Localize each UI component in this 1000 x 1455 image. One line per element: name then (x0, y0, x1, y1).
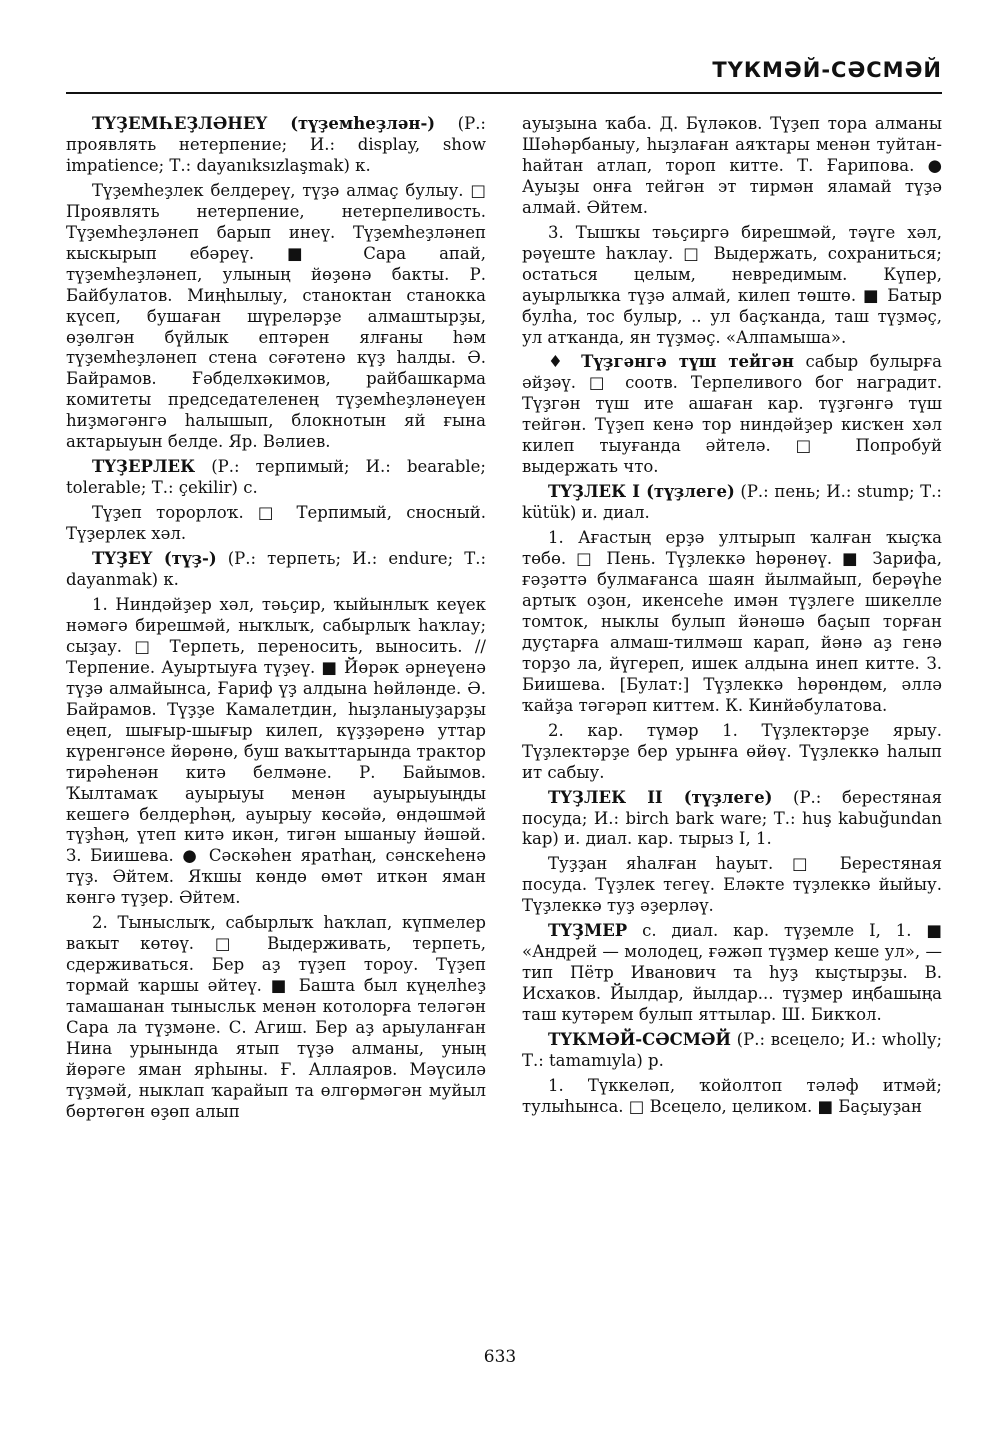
entry-text: (Р.: терпеть; И.: endure; Т.: dayanmak) к. (66, 549, 486, 590)
entry-paragraph (522, 114, 942, 219)
headword: ТҮҘЕҮ (түҙ-) (92, 549, 217, 569)
entry-paragraph (522, 721, 942, 784)
entry-paragraph (522, 223, 942, 349)
entry-paragraph (522, 788, 942, 851)
entry-text: сабыр булырға әйҙәү. □ соотв. Терпеливого бог наградит. Түҙгән түш ите ашаған кар. түҙгәнгә түш тейгән. Түҙеп кенә тор ниндәйҙер кисҡен хәл килеп тыуғанда әйтелә. □ Попробуй выдержать что. (522, 352, 942, 477)
left-column (66, 114, 486, 1127)
entry-text: с. диал. кар. түҙемле I, 1. ■ «Андрей — молодец, ғәжәп түҙмер кеше ул», — тип Пётр Иванович та һуҙ кыҫтырҙы. В. Исхаҡов. Йылдар, йылдар... түҙмер иңбашыңа таш кутәрем булып яттылар. Ш. Бикҡол. (522, 921, 942, 1025)
entry-paragraph (522, 482, 942, 524)
entry-paragraph (66, 457, 486, 499)
entry-paragraph (66, 913, 486, 1123)
entry-paragraph (66, 114, 486, 177)
entry-text: Түҙемһеҙлек белдереү, түҙә алмаҫ булыу. □ Проявлять нетерпение, нетерпеливость. Түҙемһеҙләнеп барып инеү. Түҙемһеҙләнеп кыскырып ебәреү. ■ Сара апай, түҙемһеҙләнеп, улының йөҙөнә бакты. Р. Байбулатов. Миңһылыу, станоктан станокка күсеп, бушаған шүреләрҙе алмаштырҙы, өҙөлгән бүйлык ептәрен ялғаны һәм түҙемһеҙләнеп стена сәғәтенә күҙ һалды. Ә. Байрамов. Ғәбделхәкимов, райбашкарма комитеты председателенең түҙемһеҙләнеүен һиҙмәгәнгә һалышып, блокнотын яй ғына актарыуын белде. Яр. Вәлиев. (66, 180, 486, 452)
entry-text: Түҙеп торорлоҡ. □ Терпимый, сносный. Түҙерлек хәл. (66, 503, 486, 544)
headword: ТҮҘЛЕК II (түҙлеге) (548, 787, 773, 807)
entry-paragraph (66, 181, 486, 453)
entry-paragraph (522, 854, 942, 917)
headword: ТҮҘЕРЛЕК (92, 457, 196, 477)
entry-text: (Р.: пень; И.: stump; Т.: kütük) и. диал. (522, 482, 942, 523)
headword: ТҮҘМЕР (548, 921, 628, 941)
headword: ТҮҘЕМҺЕҘЛӘНЕҮ (түҙемһеҙлән-) (92, 114, 436, 133)
entry-text: (Р.: терпимый; И.: bearable; tolerable; Т.: çekilir) с. (66, 457, 486, 498)
entry-text: Туҙҙан яһалған һауыт. □ Берестяная посуда. Түҙлек тегеү. Еләкте түҙлеккә йыйыу. Түҙлеккә туҙ әҙерләү. (522, 854, 942, 916)
entry-text: (Р.: берестяная посуда; И.: birch bark ware; Т.: huş kabuğundan kap) и. диал. кар. тырыз I, 1. (522, 787, 942, 849)
entry-text: 1. Ағастың ерҙә ултырып ҡалған ҡыҫҡа төбө. □ Пень. Түҙлеккә һөрөнөү. ■ Зарифа, ғәҙәттә булмағанса шаян йылмайып, берәүһе артыҡ оҙон, икенсеһе имән түҙлеге шикелле томток, ныклы булып йәнәшә баҫып торған дуҫтарға алмаш-тилмәш карап, йәнә аҙ генә торҙо ла, йүгереп, ишек алдына инеп китте. З. Биишева. [Булат:] Түҙлеккә һөрөндөм, әллә ҡайҙа тәгәрәп киттем. К. Кинйәбулатова. (522, 528, 942, 715)
entry-text: 3. Тышҡы тәьҫиргә бирешмәй, тәүге хәл, рәүеште һаҡлау. □ Выдержать, сохраниться; остаться целым, невредимым. Күпер, ауырлыҡка түҙә алмай, килеп төштө. ■ Батыр булһа, тос булыр, .. ул баҫҡанда, таш түҙмәҫ, ул атҡанда, ян түҙмәҫ. «Алпамыша». (522, 222, 942, 347)
header-rule (66, 92, 942, 94)
entry-text: 1. Түккеләп, ҡойолтоп тәләф итмәй; тулыһынса. □ Всецело, целиком. ■ Баҫыуҙан (522, 1075, 942, 1116)
running-head: ТҮКМӘЙ-СӘСМӘЙ (712, 58, 942, 82)
entry-paragraph (66, 549, 486, 591)
entry-text: 1. Ниндәйҙер хәл, тәьҫир, ҡыйынлыҡ кеүек нәмәгә бирешмәй, ныҡлыҡ, сабырлыҡ һаҡлау; сыҙау. □ Терпеть, переносить, выносить. // Терпение. Ауыртыуға түҙеү. ■ Йөрәк әрнеүенә түҙә алмайынса, Ғариф үҙ алдына һөйләнде. Ә. Байрамов. Түҙҙе Камалетдин, һыҙланыуҙарҙы еңеп, шығыр-шығыр килеп, күҙҙәренә уттар күренгәнсе йөрөнө, буш ваҡыттарында трактор тирәһенән китә белмәне. Р. Байымов. Ҡылтамаҡ ауырыуы менән ауырыуыңды кешегә белдерһәң, ауырыу көсәйә, өндәшмәй түҙһәң, үтеп китә икән, тигән ышаныу йәшәй. З. Биишева. ● Сәскәһен яратһаң, сәнскеһенә түҙ. Әйтем. Яҡшы көндө өмөт иткән яман көнгә түҙер. Әйтем. (66, 594, 486, 908)
entry-text: 2. кар. түмәр 1. Түҙлектәрҙе ярыу. Түҙлектәрҙе бер урынға өйөү. Түҙлеккә һалып ит сабыу. (522, 720, 942, 782)
headword: ТҮҘЛЕК I (түҙлеге) (548, 482, 735, 502)
headword: ♦ Түҙгәнгә түш тейгән (548, 352, 794, 372)
entry-text: ауыҙына ҡаба. Д. Бүләков. Түҙеп тора алманы Шәһәрбаныу, һыҙлаған аяҡтары менән туйтан-һайтан атлап, тороп китте. Т. Ғарипова. ● Ауыҙы онға тейгән эт тирмән яламай түҙә алмай. Әйтем. (522, 114, 942, 217)
entry-paragraph (522, 528, 942, 717)
entry-paragraph (522, 1030, 942, 1072)
entry-paragraph (522, 352, 942, 478)
entry-paragraph (522, 921, 942, 1026)
entry-text: (Р.: всецело; И.: wholly; Т.: tamamıyla) р. (522, 1030, 942, 1070)
entry-paragraph (66, 595, 486, 909)
entry-paragraph (66, 503, 486, 545)
headword: ТҮКМӘЙ-СӘСМӘЙ (548, 1030, 732, 1050)
entry-text: 2. Тыныслыҡ, сабырлыҡ һаҡлап, күпмелер ваҡыт көтөү. □ Выдерживать, терпеть, сдерживаться. Бер аҙ түҙеп тороу. Түҙеп тормай ҡаршы әйтеү. ■ Башта был күңелһеҙ тамашанан тынысльк менән котолорға теләгән Сара ла түҙмәне. С. Агиш. Бер аҙ арыуланған Нина урынында ятып түҙә алманы, уның йөрәге яман ярһыны. Ғ. Аллаяров. Мәүсилә түҙмәй, ныклап ҡарайып та өлгөрмәгән муйыл бөртөгөн өҙөп алып (66, 913, 486, 1121)
entry-paragraph (522, 1076, 942, 1118)
entry-text: (Р.: проявлять нетерпение; И.: display, show impatience; Т.: dayanıksızlaşmak) к. (66, 114, 486, 175)
right-column (522, 114, 942, 1122)
page-number: 633 (483, 1347, 517, 1367)
